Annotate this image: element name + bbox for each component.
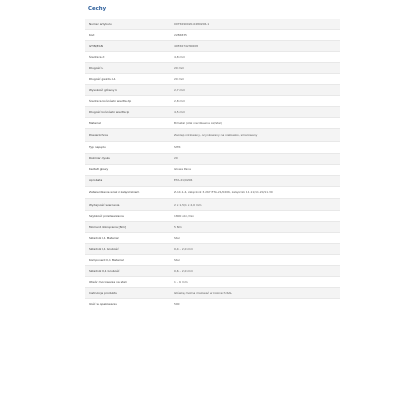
spec-value: Bimetal (stal nierdzewna A2/stal): [174, 120, 222, 125]
spec-row-head-shape: [85, 164, 340, 175]
spec-value: 500: [174, 301, 180, 306]
spec-value: 5 Nm: [174, 224, 182, 229]
spec-row-gtin: [85, 41, 340, 52]
spec-value: 0075690020-0480206-1: [174, 21, 210, 26]
spec-value: Głowa Pana: [174, 167, 191, 172]
spec-label: Numer artykułu: [89, 21, 112, 26]
spec-label: Moment dokręcania [Nm]: [89, 224, 126, 229]
spec-value: 2 x 1,5/1 x 2,0 mm: [174, 202, 202, 207]
spec-value: 0,6 – 2,0 mm: [174, 268, 194, 273]
spec-label: GTIN/EAN: [89, 43, 103, 48]
spec-row-mounting-hole: [85, 277, 340, 288]
spec-label: Powierzchnia: [89, 132, 108, 137]
spec-label: Otwór mocowania na stali: [89, 279, 127, 284]
spec-label: Typ napędu: [89, 145, 106, 150]
spec-label: Komponent II,1 Materiał: [89, 257, 124, 262]
spec-label: Kształt głowy: [89, 167, 109, 172]
spec-label: Składnik II,1 Grubość: [89, 268, 120, 273]
spec-label: Długość L: [89, 65, 104, 70]
spec-row-product-instructions: [85, 288, 340, 299]
spec-value: 1 – 6 mm: [174, 279, 188, 284]
spec-label: Wysokość główny k: [89, 87, 118, 92]
spec-value: SITR: [174, 145, 181, 150]
spec-value: ETA-21/0206: [174, 178, 193, 183]
spec-value: Stal: [174, 257, 180, 262]
spec-value: 4,5 mm: [174, 109, 186, 114]
spec-row-approval: [85, 175, 340, 186]
spec-row-drive-type: [85, 141, 340, 153]
spec-value: 20: [174, 156, 178, 161]
spec-value: 2,7 mm: [174, 87, 186, 92]
spec-row-head-height: [85, 85, 340, 96]
spec-row-code: [85, 30, 340, 41]
section-title: Cechy: [88, 6, 107, 12]
spec-row-surface: [85, 129, 340, 142]
spec-label: Szybkość przetwarzania: [89, 213, 124, 218]
spec-label: Długość końcówki wiertła lp: [89, 109, 130, 114]
spec-row-article-number: [85, 19, 340, 30]
spec-label: Rozmiar dysku: [89, 156, 111, 161]
spec-row-component-ii1-thickness: [85, 266, 340, 277]
spec-label: Składnik I,1 Materiał: [89, 235, 119, 240]
spec-value: 2,8 mm: [174, 98, 186, 103]
spec-row-drill-tip-length: [85, 107, 340, 118]
spec-label: Zatwierdzenie wraz z załącznikiem: [89, 190, 140, 195]
spec-row-drill-tip-diameter: [85, 96, 340, 107]
spec-value: 4,8 mm: [174, 54, 186, 59]
spec-table: [85, 19, 340, 309]
spec-label: Aprobata: [89, 178, 103, 183]
spec-label: Ilość w opakowaniu: [89, 301, 118, 306]
spec-value: Z-14.1-4, załącznik 3.267 ETA-21/0206, załącznik 11.11/11.20/11.30: [174, 190, 273, 195]
spec-row-component-i1-material: [85, 233, 340, 244]
spec-row-component-i1-thickness: [85, 244, 340, 255]
spec-row-drilling-capacity: [85, 199, 340, 211]
spec-value: 2286835: [174, 32, 187, 37]
spec-label: Średnica d: [89, 54, 105, 59]
spec-row-component-ii1-material: [85, 255, 340, 266]
spec-row-disc-size: [85, 153, 340, 164]
spec-value: 1800 obr./min: [174, 213, 195, 218]
spec-value: Główkę można malować w kolorach RAL: [174, 290, 232, 295]
spec-row-diameter: [85, 52, 340, 63]
spec-value: 0,4 – 2,0 mm: [174, 246, 194, 251]
spec-label: Instrukcje produktu: [89, 290, 118, 295]
spec-row-length: [85, 63, 340, 74]
spec-value: Zaczep niklowany, ocynkowany na niebiesko, smarowany: [174, 132, 258, 137]
spec-label: Wydajność wiercenia: [89, 202, 120, 207]
spec-label: Materiał: [89, 120, 101, 125]
spec-value: 20 mm: [174, 76, 185, 81]
spec-row-processing-speed: [85, 211, 340, 222]
spec-label: Kod: [89, 32, 95, 37]
spec-label: Średnica końcówki wiertła dp: [89, 98, 132, 103]
spec-label: Długość gwintu L1: [89, 76, 116, 81]
spec-row-package-quantity: [85, 299, 340, 310]
spec-row-approval-with-annex: [85, 186, 340, 199]
spec-value: Stal: [174, 235, 180, 240]
spec-label: Składnik I,1 Grubość: [89, 246, 119, 251]
spec-row-material: [85, 118, 340, 129]
spec-row-tightening-torque: [85, 222, 340, 233]
spec-value: 20 mm: [174, 65, 185, 70]
spec-row-thread-length: [85, 74, 340, 85]
spec-value: 4055674230608: [174, 43, 198, 48]
